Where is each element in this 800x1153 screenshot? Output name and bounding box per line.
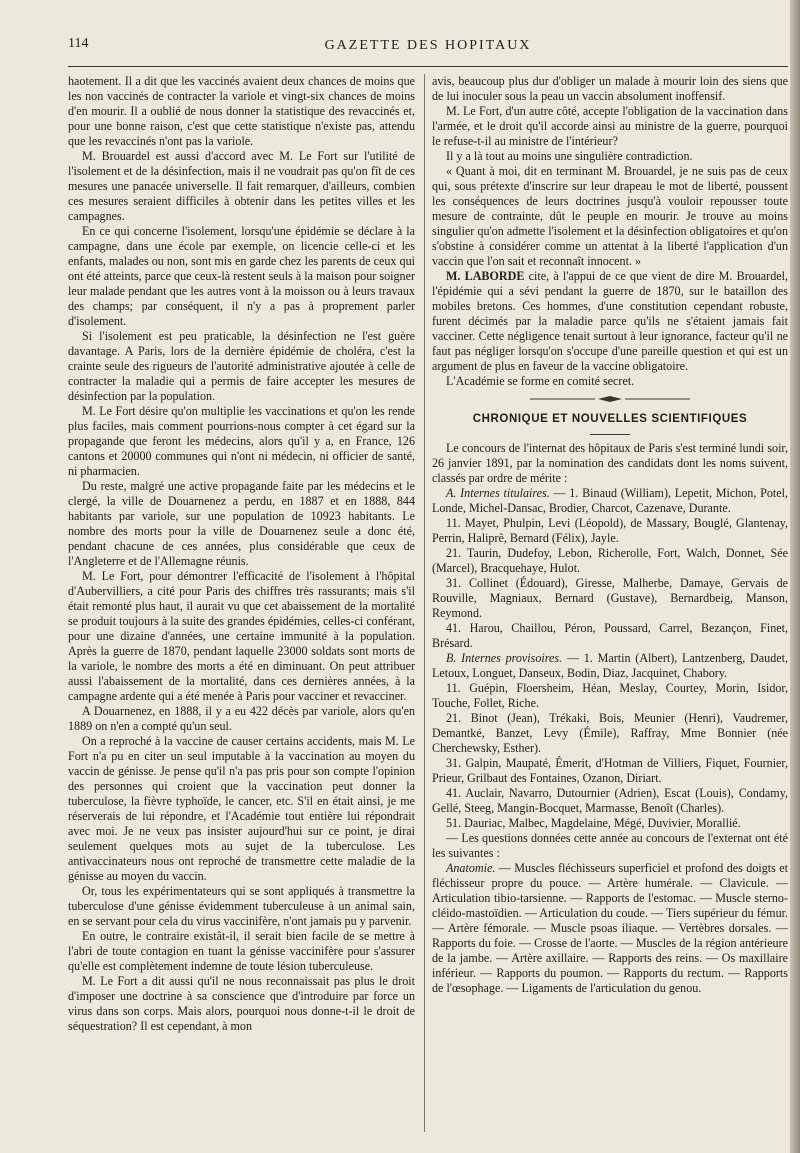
- list-item: [432, 681, 788, 711]
- paragraph: On a reproché à la vaccine de causer certains accidents, mais M. Le Fort n'a pu en citer un seul imputable à la vaccination au moyen du vaccin de génisse. Je pense qu'il n'a pas pris pour son compte l'opinion des personnes qui croient que la vaccination peut donner la tuberculose, la fièvre typhoïde, le cancer, etc. S'il en était ainsi, je me réserverais de lui répondre, et l'Académie tout entière lui répondrait avec moi. Je ne veux pas insister aujourd'hui sur ce point, je dirai seulement quelques mots au sujet de la tuberculose. Les antivaccinateurs nous ont reproché de transmettre cette maladie de la génisse au moyen du vaccin.: [68, 734, 415, 883]
- paragraph: M. Le Fort, d'un autre côté, accepte l'obligation de la vaccination dans l'armée, et le droit qu'il accorde ainsi au ministre de la guerre, pourquoi le refuse-t-il au ministre de l'intérieur?: [432, 104, 788, 148]
- item-text: 41. Harou, Chaillou, Péron, Poussard, Carrel, Bezançon, Finet, Brésard.: [432, 621, 788, 650]
- item-text: — Muscles fléchisseurs superficiel et profond des doigts et fléchisseur propre du pouce. — Artère humérale. — Clavicule. — Articulation tibio-tarsienne. — Rapports de l'estomac. — Muscle sterno-cléido-mastoïdien. — Articulation du coude. — Tiers supérieur du fémur. — Artère fémorale. — Muscle psoas iliaque. — Vertèbres dorsales. — Rapports du foie. — Crosse de l'aorte. — Muscles de la région antérieure de la jambe. — Artère axillaire. — Rapports des reins. — Os maxillaire inférieur. — Rapports du poumon. — Rapports du rectum. — Rapports de l'œsophage. — Ligaments de l'articulation du genou.: [432, 861, 788, 995]
- list-item: [432, 861, 788, 996]
- list-item: [432, 816, 788, 831]
- item-text: 11. Mayet, Phulpin, Levi (Léopold), de Massary, Bouglé, Glantenay, Perrin, Haliprê, Bernard (Félix), Jayle.: [432, 516, 788, 545]
- paragraph: Il y a là tout au moins une singulière contradiction.: [446, 149, 693, 163]
- laborde-paragraph: [432, 269, 788, 374]
- page-header: [68, 36, 788, 62]
- ornament-divider: [530, 395, 690, 403]
- paragraph: haotement. Il a dit que les vaccinés avaient deux chances de moins que les non vaccinés de contracter la variole et vingt-six chances de moins d'en mourir. Il a oublié de nous donner la statistique des revaccinés et, pour une bonne raison, c'est que cette statistique n'existe pas, attendu que les revaccinés n'ont pas la variole.: [68, 74, 415, 148]
- right-column: [432, 74, 788, 1134]
- academie-line: L'Académie se forme en comité secret.: [446, 374, 635, 388]
- list-item: [432, 576, 788, 621]
- item-text: 21. Binot (Jean), Trékaki, Bois, Meunier (Henri), Vaudremer, Demantké, Banzet, Levy (Émile), Raffray, Mme Bonnier (née Cherchewsky, Esther).: [432, 711, 788, 755]
- paragraph: En ce qui concerne l'isolement, lorsqu'une épidémie se déclare à la campagne, dans une école par exemple, on licencie celle-ci et les enfants, malades ou non, sont mis en garde chez les parents de ceux qui ont été atteints, parce que ceux-là restent seuls à la maison pour soigner leur malade pendant que les autres vont à la moisson ou à leurs travaux des champs; par conséquent, il n'y a pas à proprement parler d'isolement.: [68, 224, 415, 328]
- running-head: GAZETTE DES HOPITAUX: [324, 38, 532, 53]
- paragraph: Or, tous les expérimentateurs qui se sont appliqués à transmettre la tuberculose d'une génisse évidemment tuberculeuse à un animal sain, en se servant pour cela du virus vaccinifère, n'ont jamais pu y parvenir.: [68, 884, 415, 928]
- list-item: [432, 651, 788, 681]
- list-item: [432, 621, 788, 651]
- paragraph: M. Le Fort a dit aussi qu'il ne nous reconnaissait pas plus le droit d'imposer une doctrine à sa conscience que d'introduire par force un virus dans son corps. Mais alors, pourquoi nous donne-t-il le droit de séquestration? Il est cependant, à mon: [68, 974, 415, 1033]
- item-text: 31. Galpin, Maupaté, Émerit, d'Hotman de Villiers, Fiquet, Fournier, Prieur, Grilbaut des Fontaines, Ozanon, Diriart.: [432, 756, 788, 785]
- item-text: 51. Dauriac, Malbec, Magdelaine, Mégé, Duvivier, Morallié.: [446, 816, 741, 830]
- paragraph: M. Le Fort désire qu'on multiplie les vaccinations et qu'on les rende plus faciles, mais comment pourrions-nous compter à cet égard sur la propagande que feront les médecins, alors qu'il y a, en France, 126 cantons et 20000 communes qui n'ont ni médecin, ni officier de santé, ni pharmacien.: [68, 404, 415, 478]
- left-column: [68, 74, 415, 1134]
- paragraph: A Douarnenez, en 1888, il y a eu 422 décès par variole, alors qu'en 1889 on n'en a compté qu'un seul.: [68, 704, 415, 733]
- list-item: [432, 711, 788, 756]
- list-item: [432, 831, 788, 861]
- list-item: [432, 546, 788, 576]
- paragraph: Du reste, malgré une active propagande faite par les médecins et le clergé, la ville de Douarnenez a perdu, en 1887 et en 1888, 844 habitants par variole, sur une population de 10923 habitants. Le nombre des morts pour la ville de Douarnenez seule a donc été, pendant chacune de ces années, plus considérable que ceux de l'Angleterre et de l'Allemagne réunis.: [68, 479, 415, 568]
- item-text: 41. Auclair, Navarro, Dutournier (Adrien), Escat (Louis), Condamy, Gellé, Steeg, Mangin-Bocquet, Marmasse, Benoît (Charles).: [432, 786, 788, 815]
- list-item: [432, 516, 788, 546]
- paragraph: Si l'isolement est peu praticable, la désinfection ne l'est guère davantage. A Paris, lors de la dernière épidémie de choléra, c'est la crainte seule des rigueurs de l'autorité administrative ajoutée à celle de contracter la maladie qui a permis de faire accepter les mesures de désinfection par la population.: [68, 329, 415, 403]
- section-title: CHRONIQUE ET NOUVELLES SCIENTIFIQUES: [472, 413, 748, 425]
- paragraph: M. Brouardel est aussi d'accord avec M. Le Fort sur l'utilité de l'isolement et de la désinfection, mais il ne voudrait pas qu'on fît de ces mesures une panacée universelle. Il fait remarquer, d'ailleurs, combien ces mesures seraient difficiles à obtenir dans les petites villes et les campagnes.: [68, 149, 415, 223]
- speaker-name: M. LABORDE: [446, 269, 525, 283]
- paragraph: En outre, le contraire existât-il, il serait bien facile de se mettre à l'abri de toute contagion en tuant la génisse vaccinifère pour s'assurer qu'elle est complètement indemne de toute lésion tuberculeuse.: [68, 929, 415, 973]
- list-item: [432, 486, 788, 516]
- item-lead: A. Internes titulaires.: [446, 486, 550, 500]
- paragraph: « Quant à moi, dit en terminant M. Brouardel, je ne suis pas de ceux qui, sous prétexte d'inscrire sur leur drapeau le mot de liberté, poussent les conséquences de leurs doctrines jusqu'à vouloir repousser toute mesure de contrainte, dût le peuple en mourir. Je trouve au moins singulier qu'on admette l'isolement et la désinfection obligatoires et qu'on s'obstine à considérer comme un attentat à la liberté l'application d'un vaccin que l'on sait et reconnaît innocent. »: [432, 164, 788, 268]
- item-lead: Anatomie.: [446, 861, 496, 875]
- item-text: 11. Guépin, Floersheim, Héan, Meslay, Courtey, Morin, Isidor, Touche, Follet, Riche.: [432, 681, 788, 710]
- page-number: 114: [68, 36, 89, 51]
- list-item: [432, 441, 788, 486]
- column-divider: [424, 74, 425, 1132]
- list-item: [432, 786, 788, 816]
- list-item: [432, 756, 788, 786]
- page-spine-edge: [790, 0, 800, 1153]
- header-rule: [68, 66, 788, 67]
- paragraph: M. Le Fort, pour démontrer l'efficacité de l'isolement à l'hôpital d'Aubervilliers, a cité pour Paris des chiffres très rassurants; mais s'il était remonté plus haut, il aurait vu que cet abaissement de la mortalité se produit toujours à la suite des grandes épidémies, celles-ci conférant, pour une dizaine d'années, une certaine immunité à la population. Après la guerre de 1870, pendant laquelle 23000 soldats sont morts de la variole, le nombre des morts a été en diminuant. On peut attribuer aussi l'abaissement de la mortalité, dans ces dernières années, à la campagne ardente qui a été menée à Paris pour vacciner et revacciner.: [68, 569, 415, 703]
- item-text: Le concours de l'internat des hôpitaux de Paris s'est terminé lundi soir, 26 janvier 1891, par la nomination des candidats dont les noms suivent, classés par ordre de mérite :: [432, 441, 788, 485]
- item-text: — 1. Binaud (William), Lepetit, Michon, Potel, Londe, Michel-Dansac, Brodier, Charcot, Cazenave, Durante.: [432, 486, 788, 515]
- paragraph: avis, beaucoup plus dur d'obliger un malade à mourir loin des siens que de lui inoculer sous la peau un vaccin absolument inoffensif.: [432, 74, 788, 103]
- laborde-text: cite, à l'appui de ce que vient de dire M. Brouardel, l'épidémie qui a sévi pendant la guerre de 1870, sur le bataillon des mobiles bretons. Ces hommes, d'une constitution cependant robuste, furent décimés par la maladie parce qu'ils ne s'étaient jamais fait vacciner. Cette négligence tenait surtout à leur ignorance, facteur qu'il ne faut pas négliger lorsqu'on s'occupe d'une pareille question et qui est un argument de plus en faveur de la vaccine obligatoire.: [432, 269, 788, 373]
- item-text: — 1. Martin (Albert), Lantzenberg, Daudet, Letoux, Longuet, Danseux, Bodin, Diaz, Jacquinet, Chabory.: [432, 651, 788, 680]
- section-rule: [590, 434, 630, 435]
- item-lead: B. Internes provisoires.: [446, 651, 563, 665]
- item-text: — Les questions données cette année au concours de l'externat ont été les suivantes :: [432, 831, 788, 860]
- item-text: 21. Taurin, Dudefoy, Lebon, Richerolle, Fort, Walch, Donnet, Sée (Marcel), Bracquehaye, Hulot.: [432, 546, 788, 575]
- item-text: 31. Collinet (Édouard), Giresse, Malherbe, Damaye, Gervais de Rouville, Magniaux, Bernard (Gustave), Bernardbeig, Manson, Reymond.: [432, 576, 788, 620]
